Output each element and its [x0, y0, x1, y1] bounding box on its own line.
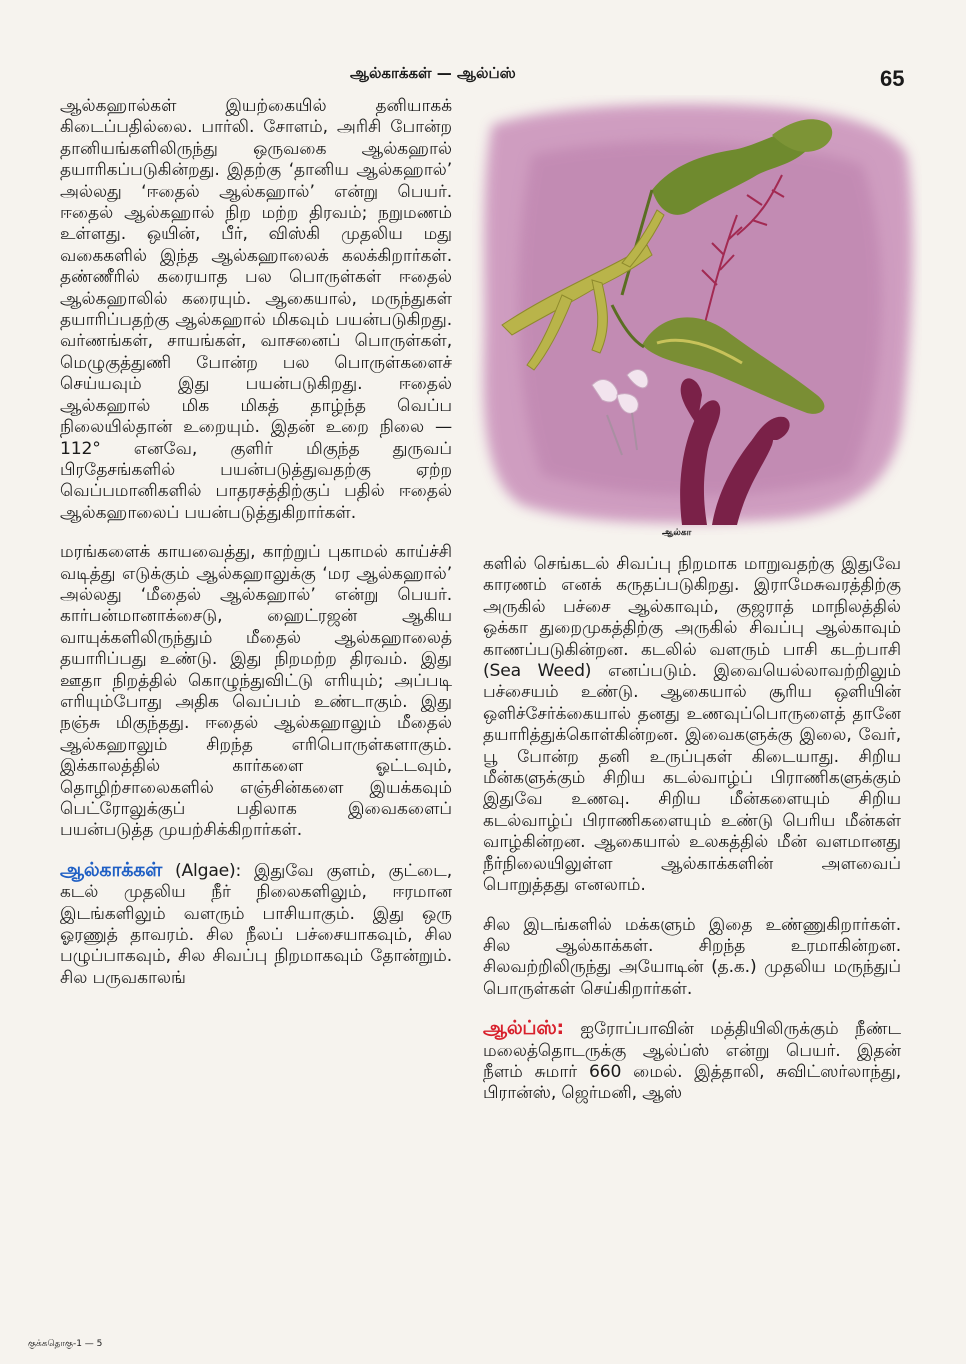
right-column	[483, 554, 901, 1123]
paragraph-algae	[60, 860, 452, 989]
paragraph-alps	[483, 1018, 901, 1105]
header-title: ஆல்காக்கள் — ஆல்ப்ஸ்	[350, 64, 516, 82]
paragraph-alcohol-methyl: மரங்களைக் காயவைத்து, காற்றுப் புகாமல் காய்ச்சி வடித்து எடுக்கும் ஆல்கஹாலுக்கு ‘மர ஆல்கஹால்’ அல்லது ‘மீதைல் ஆல்கஹால்’ என்று பெயர். கார்பன்மானாக்சைடு, ஹைட்ரஜன் ஆகிய வாயுக்களிலிருந்தும் மீதைல் ஆல்கஹாலைத் தயாரிப்பது உண்டு. இது நிறமற்ற திரவம். இது ஊதா நிறத்தில் கொழுந்துவிட்டு எரியும்; அப்படி எரியும்போது அதிக வெப்பம் உண்டாகும். இது நஞ்சு மிகுந்தது. ஈதைல் ஆல்கஹாலும் மீதைல் ஆல்கஹாலும் சிறந்த எரிபொருள்களாகும். இக்காலத்தில் கார்களை ஓட்டவும், தொழிற்சாலைகளில் எஞ்சின்களை இயக்கவும் பெட்ரோலுக்குப் பதிலாக இவைகளைப் பயன்படுத்த முயற்சிக்கிறார்கள்.	[60, 542, 452, 841]
left-column	[60, 96, 452, 1007]
alps-text: ஐரோப்பாவின் மத்தியிலிருக்கும் நீண்ட மலைத்தொடருக்கு ஆல்ப்ஸ் என்று பெயர். இதன் நீளம் சுமார் 660 மைல். இத்தாலி, சுவிட்ஸர்லாந்து, பிரான்ஸ், ஜெர்மனி, ஆஸ்	[483, 1019, 901, 1104]
algae-heading-term: ஆல்காக்கள்	[60, 858, 163, 881]
page-number: 65	[880, 66, 905, 91]
paragraph-algae-uses: சில இடங்களில் மக்களும் இதை உண்ணுகிறார்கள். சில ஆல்காக்கள். சிறந்த உரமாகின்றன. சிலவற்றிலிருந்து அயோடின் (த.க.) முதலிய மருந்துப் பொருள்கள் செய்கிறார்கள்.	[483, 914, 901, 999]
alps-heading-term: ஆல்ப்ஸ்:	[483, 1017, 564, 1040]
figure-caption: ஆல்கா	[662, 528, 692, 538]
paragraph-algae-continued: களில் செங்கடல் சிவப்பு நிறமாக மாறுவதற்கு இதுவே காரணம் எனக் கருதப்படுகிறது. இராமேசுவரத்திற்கு அருகில் பச்சை ஆல்காவும், குஜராத் மாநிலத்தில் ஒக்கா துறைமுகத்திற்கு அருகில் சிவப்பு ஆல்காவும் காணப்படுகின்றன. கடலில் வளரும் பாசி கடற்பாசி (Sea Weed) எனப்படும். இவையெல்லாவற்றிலும் பச்சையம் உண்டு. ஆகையால் சூரிய ஒளியின் ஒளிச்சேர்க்கையால் தனது உணவுப்பொருளைத் தானே தயாரித்துக்கொள்கின்றன. இவைகளுக்கு இலை, வேர், பூ போன்ற தனி உருப்புகள் கிடையாது. சிறிய மீன்களுக்கும் சிறிய கடல்வாழ்ப் பிராணிகளுக்கும் இதுவே உணவு. சிறிய மீன்களையும் சிறிய கடல்வாழ்ப் பிராணிகளையும் உண்டு பெரிய மீன்கள் வாழ்கின்றன. ஆகையால் உலகத்தில் மீன் வளமானது நீர்நிலையிலுள்ள ஆல்காக்களின் அளவைப் பொறுத்தது எனலாம்.	[483, 554, 901, 896]
footer-note: குக்கதொகு-1 — 5	[28, 1339, 103, 1349]
algae-text: (Algae): இதுவே குளம், குட்டை, கடல் முதலிய நீர் நிலைகளிலும், ஈரமான இடங்களிலும் வளரும் பாசியாகும். இது ஒரு ஓரணுத் தாவரம். சில நீலப் பச்சையாகவும், சில பழுப்பாகவும், சில சிவப்பு நிறமாகவும் தோன்றும். சில பருவகாலங்	[60, 860, 452, 988]
paragraph-alcohol-ethyl: ஆல்கஹால்கள் இயற்கையில் தனியாகக் கிடைப்பதில்லை. பார்லி. சோளம், அரிசி போன்ற தானியங்களிலிருந்து ஒருவகை ஆல்கஹால் தயாரிகப்படுகின்றது. இதற்கு ‘தானிய ஆல்கஹால்’ அல்லது ‘ஈதைல் ஆல்கஹால்’ என்று பெயர். ஈதைல் ஆல்கஹால் நிற மற்ற திரவம்; நறுமணம் உள்ளது. ஒயின், பீர், விஸ்கி முதலிய மது வகைகளில் இந்த ஆல்கஹாலைக் கலக்கிறார்கள். தண்ணீரில் கரையாத பல பொருள்கள் ஈதைல் ஆல்கஹாலில் கரையும். ஆகையால், மருந்துகள் தயாரிப்பதற்கு ஆல்கஹால் மிகவும் பயன்படுகிறது. வர்ணங்கள், சாயங்கள், வாசனைப் பொருள்கள், மெழுகுத்துணி போன்ற பல பொருள்களைச் செய்யவும் இது பயன்படுகிறது. ஈதைல் ஆல்கஹால் மிக மிகத் தாழ்ந்த வெப்ப நிலையில்தான் உறையும். இதன் உறை நிலை —112° எனவே, குளிர் மிகுந்த துருவப் பிரதேசங்களில் பயன்படுத்துவதற்கு ஏற்ற வெப்பமானிகளில் பாதரசத்திற்குப் பதில் ஈதைல் ஆல்கஹாலைப் பயன்படுத்துகிறார்கள்.	[60, 96, 452, 523]
algae-illustration	[472, 95, 922, 535]
